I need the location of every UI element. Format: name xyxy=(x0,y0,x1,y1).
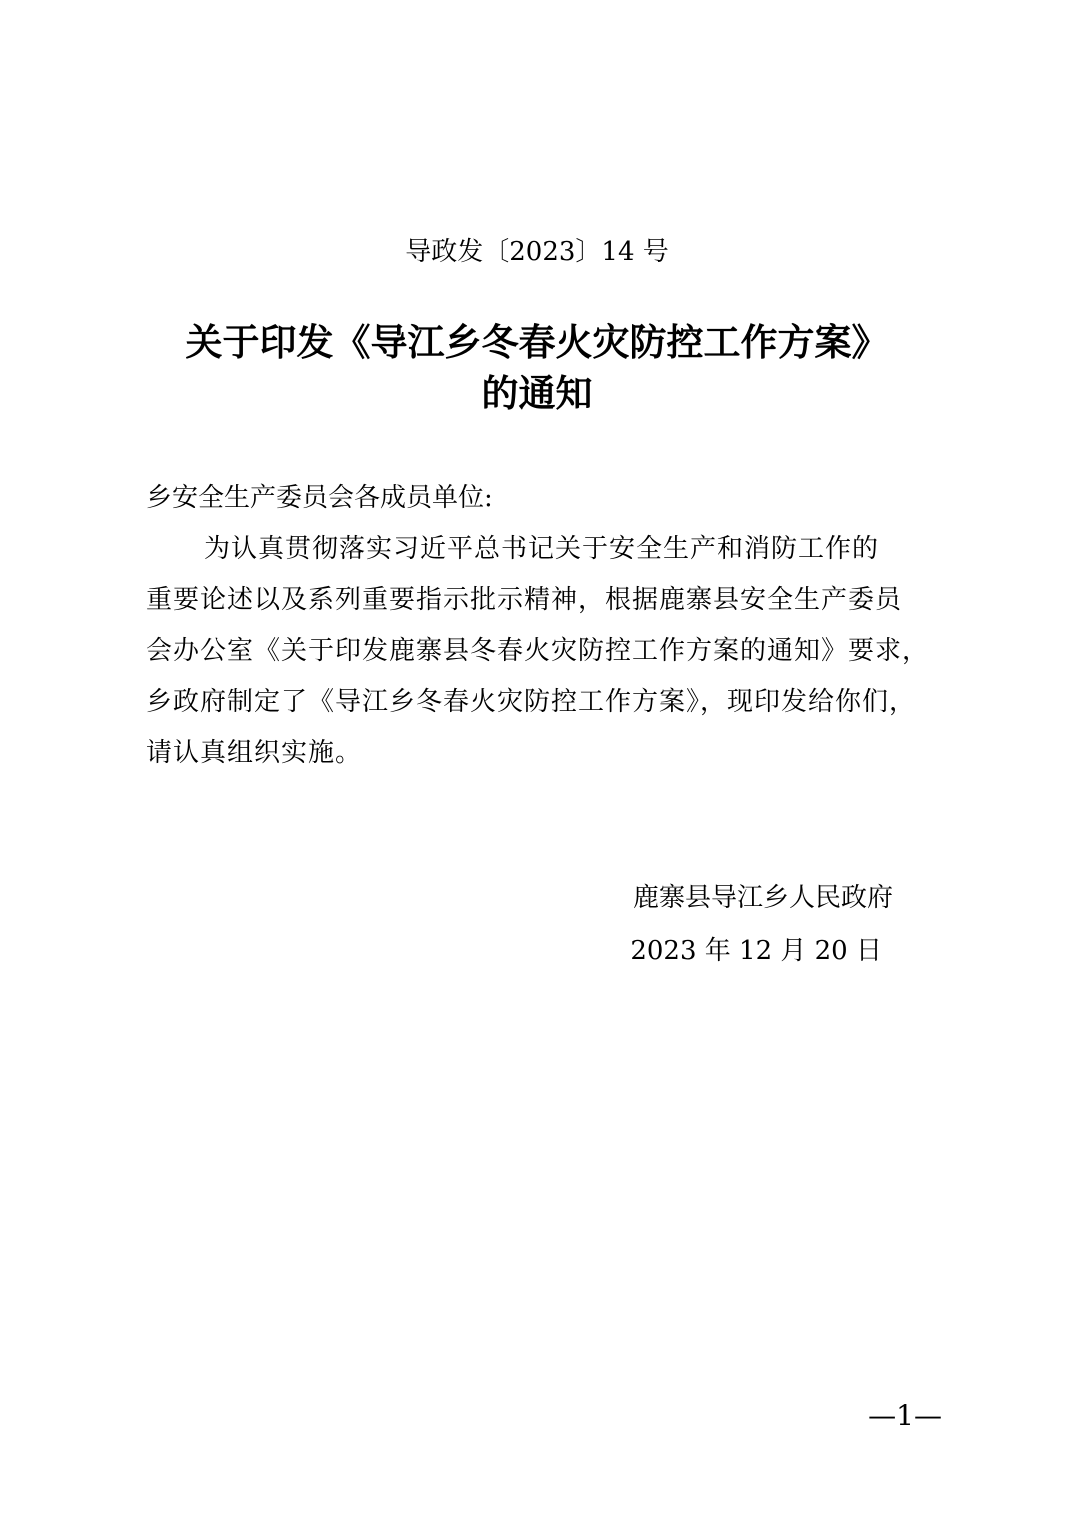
document-title-line-1: 关于印发《导江乡冬春火灾防控工作方案》 xyxy=(185,321,889,364)
paragraph-line: 会办公室《关于印发鹿寨县冬春火灾防控工作方案的通知》要求， xyxy=(146,636,930,666)
paragraph-line: 请认真组织实施。 xyxy=(146,738,363,768)
page-number: —1— xyxy=(868,1399,942,1432)
paragraph-line: 重要论述以及系列重要指示批示精神，根据鹿寨县安全生产委员 xyxy=(146,585,903,615)
document-title-line-2: 的通知 xyxy=(481,372,593,415)
paragraph-line: 为认真贯彻落实习近平总书记关于安全生产和消防工作的 xyxy=(204,534,880,564)
issuer-signature: 鹿寨县导江乡人民政府 xyxy=(632,883,893,913)
paragraph-line: 乡政府制定了《导江乡冬春火灾防控工作方案》，现印发给你们， xyxy=(146,687,917,717)
issue-date: 2023 年 12 月 20 日 xyxy=(630,936,882,966)
salutation: 乡安全生产委员会各成员单位: xyxy=(146,483,493,513)
document-number: 导政发〔2023〕14 号 xyxy=(405,237,669,267)
